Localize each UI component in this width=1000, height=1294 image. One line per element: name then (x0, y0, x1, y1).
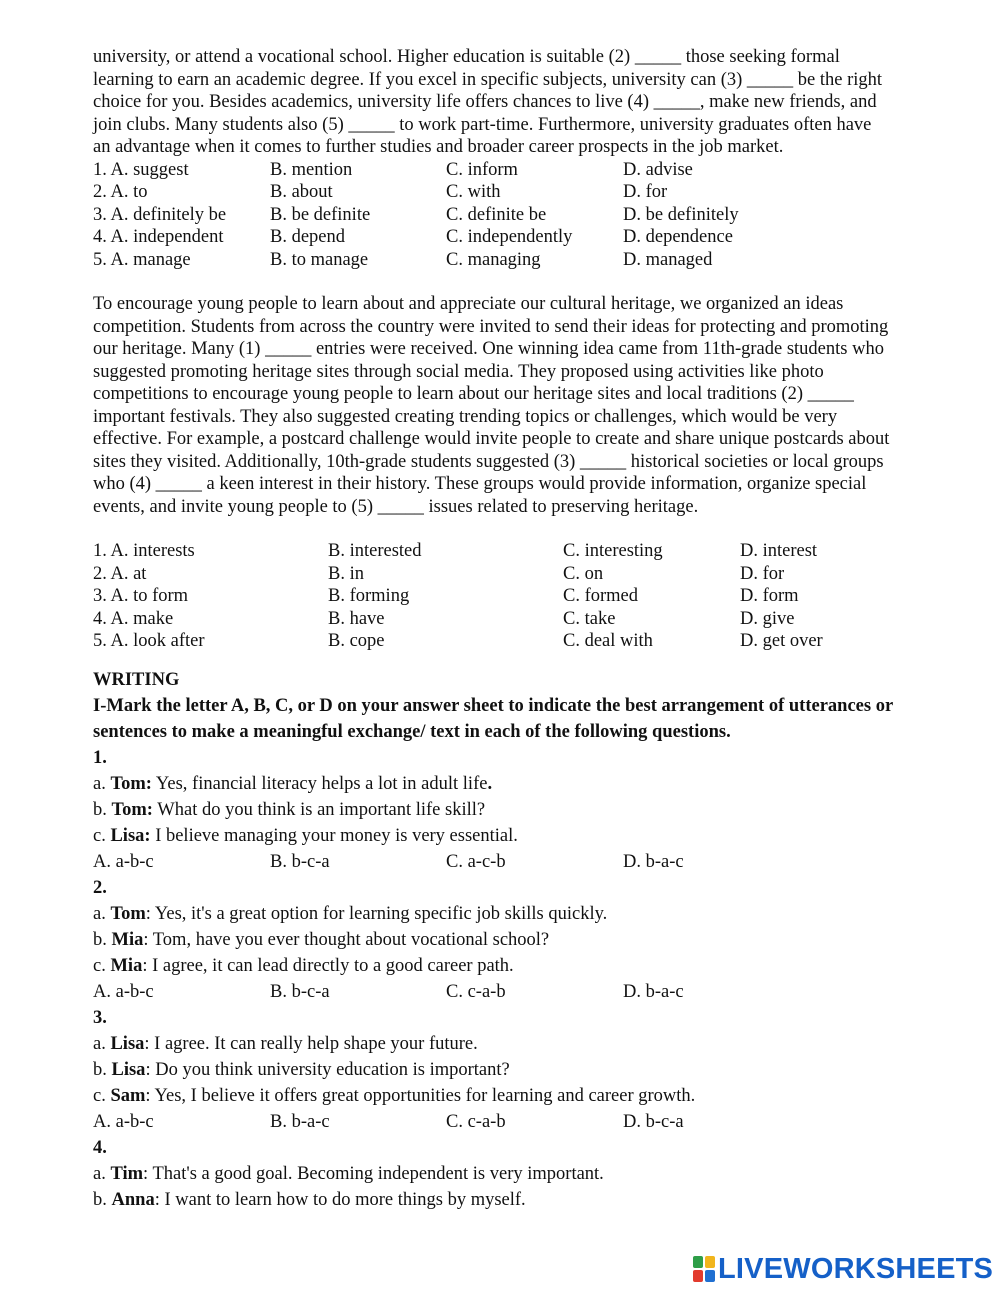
option-a[interactable]: 4. A. make (93, 608, 174, 629)
passage-line: choice for you. Besides academics, university life offers chances to live (4) _____, make new friends, and (93, 92, 877, 112)
option-a[interactable]: 1. A. interests (93, 541, 195, 561)
utterance (93, 1057, 943, 1083)
utterance (93, 953, 943, 979)
utterance-text: : Tom, have you ever thought about vocational school? (143, 929, 550, 950)
option-c[interactable]: C. on (563, 563, 604, 584)
option-c[interactable]: C. deal with (563, 631, 653, 651)
liveworksheets-logo (693, 1254, 993, 1284)
utterance-text: I believe managing your money is very essential. (155, 825, 518, 846)
passage-line: important festivals. They also suggested creating trending topics or challenges, which would be very (93, 406, 838, 427)
option-row (93, 159, 943, 182)
passage-line: who (4) _____ a keen interest in their history. These groups would provide information, organize special (93, 474, 867, 494)
option-a[interactable]: 1. A. suggest (93, 159, 189, 180)
option-b[interactable]: B. have (328, 608, 385, 629)
utterance-tag: c. (93, 1085, 106, 1106)
option-a[interactable]: 3. A. to form (93, 586, 189, 606)
option-d[interactable]: D. managed (623, 249, 713, 270)
option-d[interactable]: D. b-a-c (623, 851, 684, 872)
writing-questions (93, 745, 943, 1213)
option-a[interactable]: A. a-b-c (93, 981, 154, 1002)
utterance (93, 901, 943, 927)
option-d[interactable]: D. get over (740, 631, 823, 651)
passage-2-options (93, 540, 943, 653)
option-row (93, 204, 943, 227)
option-c[interactable]: C. independently (446, 227, 573, 247)
utterance-text: : Do you think university education is important? (145, 1059, 510, 1080)
speaker: Tim (110, 1163, 144, 1184)
option-c[interactable]: C. inform (446, 159, 518, 180)
utterance-text: What do you think is an important life skill? (157, 799, 486, 820)
option-d[interactable]: D. give (740, 608, 795, 629)
option-d[interactable]: D. b-c-a (623, 1111, 684, 1132)
utterance (93, 1083, 943, 1109)
section-title: WRITING (93, 669, 180, 690)
utterance (93, 1031, 943, 1057)
utterance-tag: a. (93, 773, 106, 794)
logo-block (705, 1270, 715, 1282)
option-c[interactable]: C. take (563, 608, 616, 629)
option-b[interactable]: B. cope (328, 631, 385, 651)
utterance-text: : I agree, it can lead directly to a good career path. (142, 955, 514, 976)
utterance-tag: c. (93, 825, 106, 846)
utterance-end: . (487, 773, 493, 794)
utterance (93, 927, 943, 953)
option-a[interactable]: 2. A. to (93, 182, 148, 202)
utterance-text: : I agree. It can really help shape your future. (144, 1033, 478, 1054)
logo-block (705, 1256, 715, 1268)
speaker: Mia (110, 955, 143, 976)
speaker: Anna (111, 1189, 155, 1210)
speaker: Lisa (111, 1059, 146, 1080)
utterance (93, 823, 943, 849)
option-a[interactable]: A. a-b-c (93, 851, 154, 872)
utterance-tag: b. (93, 1059, 107, 1080)
passage-line: join clubs. Many students also (5) _____ to work part-time. Furthermore, university graduates often have (93, 114, 872, 135)
utterance-tag: b. (93, 1189, 107, 1210)
logo-text: LIVEWORKSHEETS (718, 1252, 994, 1285)
passage-1-options (93, 159, 943, 272)
worksheet-page (93, 46, 943, 1213)
utterance-tag: c. (93, 955, 106, 976)
option-d[interactable]: D. advise (623, 159, 693, 180)
option-b[interactable]: B. b-c-a (270, 851, 330, 872)
option-b[interactable]: B. to manage (270, 249, 369, 270)
speaker: Tom: (110, 773, 152, 794)
option-row (93, 181, 943, 204)
passage-2 (93, 293, 943, 518)
option-row (93, 979, 943, 1005)
passage-line: To encourage young people to learn about and appreciate our cultural heritage, we organized an ideas (93, 294, 844, 314)
option-d[interactable]: D. dependence (623, 227, 733, 247)
speaker: Lisa (110, 1033, 145, 1054)
utterance-tag: a. (93, 903, 106, 924)
speaker: Tom: (111, 799, 153, 820)
utterance-text: : Yes, it's a great option for learning specific job skills quickly. (145, 903, 608, 924)
option-b[interactable]: B. interested (328, 541, 422, 561)
passage-line: competitions to encourage young people to learn about our heritage sites and local traditions (2) _____ (93, 384, 854, 404)
passage-line: competition. Students from across the country were invited to send their ideas for protecting and promoting (93, 316, 889, 337)
passage-line: suggested promoting heritage sites through social media. They proposed using activities like photo (93, 361, 824, 382)
logo-block (693, 1256, 703, 1268)
passage-line: sites they visited. Additionally, 10th-grade students suggested (3) _____ historical societies or local groups (93, 451, 884, 472)
option-row (93, 249, 943, 272)
option-row (93, 608, 943, 631)
option-c[interactable]: C. definite be (446, 204, 547, 225)
option-b[interactable]: B. in (328, 563, 364, 584)
option-d[interactable]: D. for (623, 182, 668, 202)
logo-blocks-icon (693, 1256, 715, 1282)
option-d[interactable]: D. b-a-c (623, 981, 684, 1002)
option-row (93, 1109, 943, 1135)
option-c[interactable]: C. a-c-b (446, 851, 506, 872)
utterance-text: : I want to learn how to do more things by myself. (154, 1189, 526, 1210)
option-d[interactable]: D. be definitely (623, 204, 739, 225)
question-number: 2. (93, 877, 107, 898)
option-c[interactable]: C. formed (563, 586, 639, 606)
utterance-tag: b. (93, 799, 107, 820)
utterance (93, 797, 943, 823)
option-d[interactable]: D. form (740, 586, 799, 606)
option-c[interactable]: C. c-a-b (446, 1111, 506, 1132)
option-b[interactable]: B. mention (270, 159, 353, 180)
utterance-text: Yes, financial literacy helps a lot in adult life (155, 773, 488, 794)
utterance (93, 771, 943, 797)
passage-1 (93, 46, 943, 159)
option-d[interactable]: D. for (740, 563, 785, 584)
option-row (93, 630, 943, 653)
option-row (93, 226, 943, 249)
option-a[interactable]: 2. A. at (93, 563, 147, 584)
utterance-text: : Yes, I believe it offers great opportunities for learning and career growth. (145, 1085, 696, 1106)
option-c[interactable]: C. managing (446, 249, 541, 270)
passage-line: university, or attend a vocational school. Higher education is suitable (2) _____ those seeking formal (93, 47, 840, 67)
instruction: I-Mark the letter A, B, C, or D on your answer sheet to indicate the best arrangement of utterances or sentences to make a meaningful exchange/ text in each of the following questions. (93, 695, 893, 742)
option-b[interactable]: B. be definite (270, 204, 371, 225)
utterance-tag: b. (93, 929, 107, 950)
option-d[interactable]: D. interest (740, 541, 818, 561)
option-c[interactable]: C. with (446, 182, 501, 202)
option-a[interactable]: A. a-b-c (93, 1111, 154, 1132)
passage-line: learning to earn an academic degree. If you excel in specific subjects, university can (3) _____ be the right (93, 69, 883, 90)
option-a[interactable]: 5. A. manage (93, 249, 191, 270)
option-b[interactable]: B. b-a-c (270, 1111, 330, 1132)
speaker: Mia (111, 929, 144, 950)
passage-line: an advantage when it comes to further studies and broader career prospects in the job market. (93, 137, 784, 157)
option-c[interactable]: C. c-a-b (446, 981, 506, 1002)
utterance-text: : That's a good goal. Becoming independent is very important. (143, 1163, 604, 1184)
speaker: Sam (110, 1085, 146, 1106)
option-a[interactable]: 3. A. definitely be (93, 204, 227, 225)
question-number: 4. (93, 1137, 107, 1158)
option-b[interactable]: B. depend (270, 227, 346, 247)
question-number: 3. (93, 1007, 107, 1028)
option-row (93, 563, 943, 586)
passage-line: events, and invite young people to (5) _____ issues related to preserving heritage. (93, 496, 699, 517)
speaker: Lisa: (110, 825, 151, 846)
utterance (93, 1187, 943, 1213)
passage-line: our heritage. Many (1) _____ entries were received. One winning idea came from 11th-grade students who (93, 339, 884, 359)
option-c[interactable]: C. interesting (563, 541, 663, 561)
option-b[interactable]: B. b-c-a (270, 981, 330, 1002)
question-number: 1. (93, 747, 107, 768)
option-a[interactable]: 5. A. look after (93, 631, 205, 651)
utterance (93, 1161, 943, 1187)
option-row (93, 585, 943, 608)
speaker: Tom (110, 903, 146, 924)
option-row (93, 849, 943, 875)
utterance-tag: a. (93, 1163, 106, 1184)
option-b[interactable]: B. forming (328, 586, 410, 606)
passage-line: effective. For example, a postcard challenge would invite people to create and share unique postcards about (93, 429, 890, 449)
utterance-tag: a. (93, 1033, 106, 1054)
option-b[interactable]: B. about (270, 182, 333, 202)
option-row (93, 540, 943, 563)
option-a[interactable]: 4. A. independent (93, 227, 224, 247)
logo-block (693, 1270, 703, 1282)
